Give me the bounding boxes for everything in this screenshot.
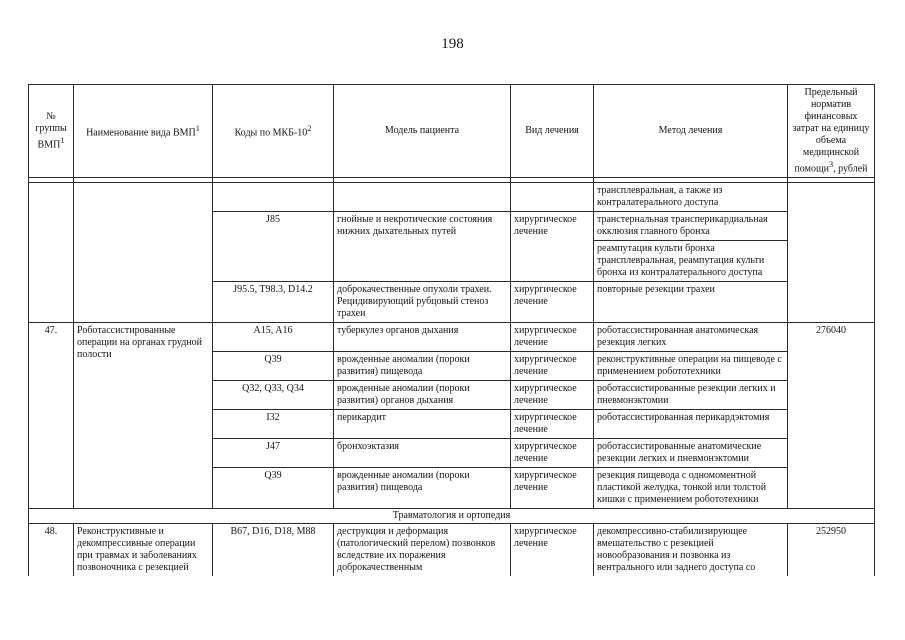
- cell-method: декомпрессивно-стабилизирующее вмешательство с резекцией новообразования и позвонка из вентрального или заднего доступа со: [594, 524, 788, 577]
- cell-method: роботассистированные анатомические резекции легких и пневмонэктомии: [594, 439, 788, 468]
- cell-method: роботассистированные резекции легких и пневмонэктомии: [594, 381, 788, 410]
- vmp-table: [28, 84, 875, 576]
- cell-method: реконструктивные операции на пищеводе с применением робототехники: [594, 352, 788, 381]
- table-row: [29, 524, 875, 577]
- cell-cost: 276040: [788, 323, 875, 509]
- cell-code: J47: [213, 439, 334, 468]
- cell-method: реампутация культи бронха трансплевральная, реампутация культи бронха из контралатерального доступа: [594, 241, 788, 282]
- cell-group: 48.: [29, 524, 74, 577]
- cell-cost: 252950: [788, 524, 875, 577]
- cell-model: доброкачественные опухоли трахеи. Рецидивирующий рубцовый стеноз трахеи: [334, 282, 511, 323]
- cell-type: хирургическое лечение: [511, 410, 594, 439]
- cell-group: [29, 183, 74, 323]
- cell-type: хирургическое лечение: [511, 439, 594, 468]
- cell-code: B67, D16, D18, M88: [213, 524, 334, 577]
- cell-type: хирургическое лечение: [511, 524, 594, 577]
- cell-code: Q39: [213, 468, 334, 509]
- cell-model: бронхоэктазия: [334, 439, 511, 468]
- section-row: [29, 509, 875, 524]
- cell-method: роботассистированная перикардэктомия: [594, 410, 788, 439]
- cell-type: [511, 183, 594, 212]
- header-type: Вид лечения: [511, 85, 594, 178]
- cell-type: хирургическое лечение: [511, 352, 594, 381]
- cell-name: [74, 183, 213, 323]
- cell-code: A15, A16: [213, 323, 334, 352]
- cell-method: повторные резекции трахеи: [594, 282, 788, 323]
- page-number: 198: [441, 36, 464, 52]
- cell-method: роботассистированная анатомическая резекция легких: [594, 323, 788, 352]
- cell-code: [213, 183, 334, 212]
- cell-model: туберкулез органов дыхания: [334, 323, 511, 352]
- cell-model: [334, 183, 511, 212]
- cell-method: резекция пищевода с одномоментной пластикой желудка, тонкой или толстой кишки с применением робототехники: [594, 468, 788, 509]
- cell-method: транстернальная трансперикардиальная окклюзия главного бронха: [594, 212, 788, 241]
- cell-type: хирургическое лечение: [511, 212, 594, 282]
- cell-model: гнойные и некротические состояния нижних дыхательных путей: [334, 212, 511, 282]
- cell-type: хирургическое лечение: [511, 323, 594, 352]
- cell-cost: [788, 183, 875, 323]
- header-cost: Предельный норматив финансовых затрат на единицу объема медицинской помощи$^3$, рублей: [788, 85, 875, 178]
- cell-type: хирургическое лечение: [511, 381, 594, 410]
- cell-model: врожденные аномалии (пороки развития) пищевода: [334, 468, 511, 509]
- section-title: Травматология и ортопедия: [29, 509, 875, 524]
- cell-model: врожденные аномалии (пороки развития) органов дыхания: [334, 381, 511, 410]
- header-method: Метод лечения: [594, 85, 788, 178]
- cell-code: I32: [213, 410, 334, 439]
- cell-code: Q39: [213, 352, 334, 381]
- header-model: Модель пациента: [334, 85, 511, 178]
- cell-model: деструкция и деформация (патологический перелом) позвонков вследствие их поражения доброкачественным: [334, 524, 511, 577]
- cell-method: трансплевральная, а также из контралатерального доступа: [594, 183, 788, 212]
- table-row: [29, 323, 875, 352]
- header-group: № группы ВМП$^1$: [29, 85, 74, 178]
- header-name: Наименование вида ВМП$^1$: [74, 85, 213, 178]
- cell-name: Реконструктивные и декомпрессивные операции при травмах и заболеваниях позвоночника с резекцией: [74, 524, 213, 577]
- cell-type: хирургическое лечение: [511, 468, 594, 509]
- table-row: [29, 183, 875, 212]
- cell-model: врожденные аномалии (пороки развития) пищевода: [334, 352, 511, 381]
- cell-type: хирургическое лечение: [511, 282, 594, 323]
- cell-code: J85: [213, 212, 334, 282]
- cell-model: перикардит: [334, 410, 511, 439]
- cell-code: J95.5, T98.3, D14.2: [213, 282, 334, 323]
- cell-group: 47.: [29, 323, 74, 509]
- cell-code: Q32, Q33, Q34: [213, 381, 334, 410]
- header-codes: Коды по МКБ-$10^2$: [213, 85, 334, 178]
- cell-name: Роботассистированные операции на органах грудной полости: [74, 323, 213, 509]
